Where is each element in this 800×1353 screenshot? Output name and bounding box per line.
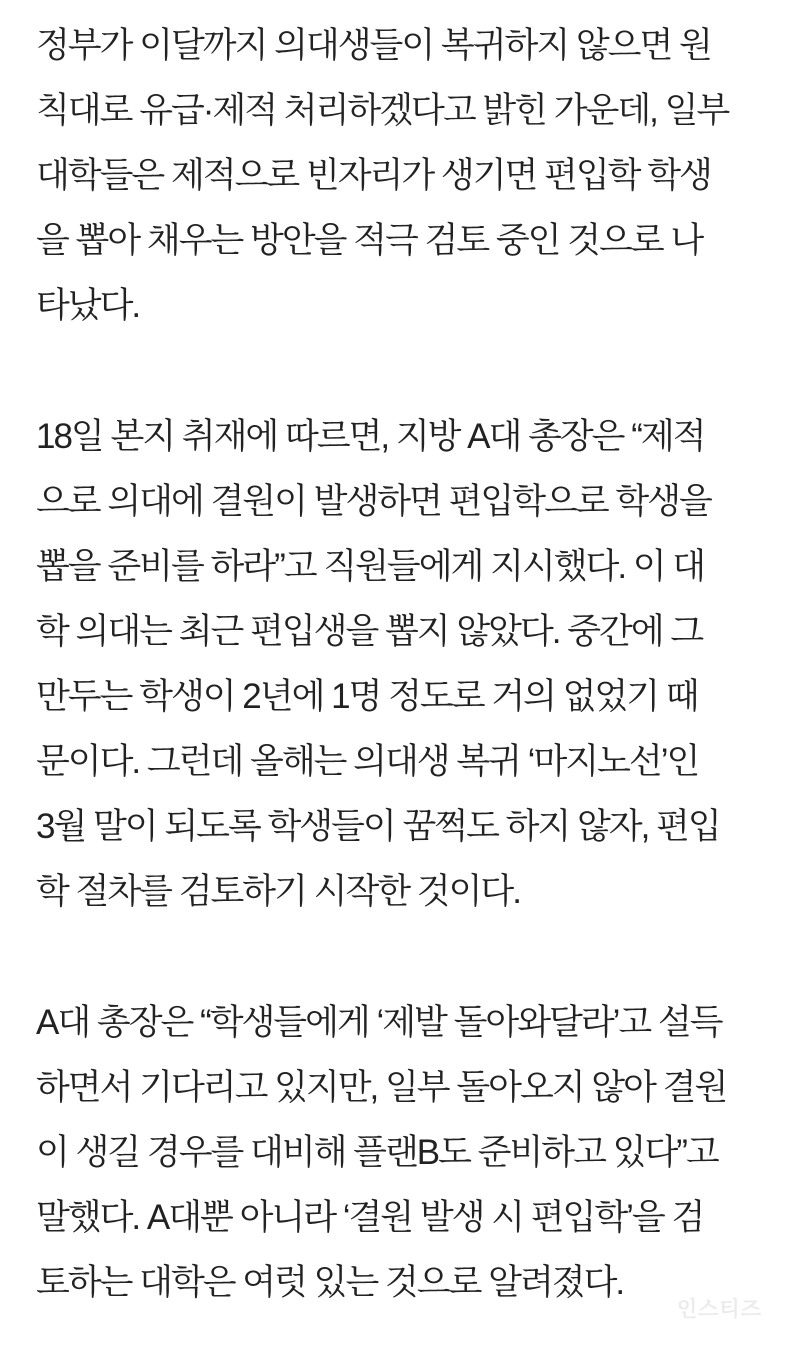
text-line: 만두는 학생이 2년에 1명 정도로 거의 없었기 때 <box>36 677 698 716</box>
text-line: 토하는 대학은 여럿 있는 것으로 알려졌다. <box>36 1263 624 1302</box>
text-line: 대학들은 제적으로 빈자리가 생기면 편입학 학생 <box>36 156 711 195</box>
text-line: 학 의대는 최근 편입생을 뽑지 않았다. 중간에 그 <box>36 612 703 651</box>
paragraph-3 <box>36 990 800 1315</box>
text-line: 타났다. <box>36 286 140 325</box>
text-line: 하면서 기다리고 있지만, 일부 돌아오지 않아 결원 <box>36 1068 727 1107</box>
text-line: 으로 의대에 결원이 발생하면 편입학으로 학생을 <box>36 482 711 521</box>
text-line: 을 뽑아 채우는 방안을 적극 검토 중인 것으로 나 <box>36 221 703 260</box>
text-line: 학 절차를 검토하기 시작한 것이다. <box>36 872 520 911</box>
text-line: 3월 말이 되도록 학생들이 꿈쩍도 하지 않자, 편입 <box>36 807 720 846</box>
text-line: A대 총장은 “학생들에게 ‘제발 돌아와달라’고 설득 <box>36 1003 722 1042</box>
text-line: 뽑을 준비를 하라”고 직원들에게 지시했다. 이 대 <box>36 547 705 586</box>
paragraph-1 <box>36 13 800 338</box>
text-line: 이 생길 경우를 대비해 플랜B도 준비하고 있다”고 <box>36 1133 718 1172</box>
text-line: 18일 본지 취재에 따르면, 지방 A대 총장은 “제적 <box>36 417 705 456</box>
text-line: 정부가 이달까지 의대생들이 복귀하지 않으면 원 <box>36 26 711 65</box>
text-line: 말했다. A대뿐 아니라 ‘결원 발생 시 편입학’을 검 <box>36 1198 704 1237</box>
text-line: 칙대로 유급·제적 처리하겠다고 밝힌 가운데, 일부 <box>36 91 729 130</box>
text-line: 문이다. 그런데 올해는 의대생 복귀 ‘마지노선’인 <box>36 742 699 781</box>
paragraph-2 <box>36 404 800 924</box>
watermark-instiz: 인스티즈 <box>676 1298 762 1321</box>
